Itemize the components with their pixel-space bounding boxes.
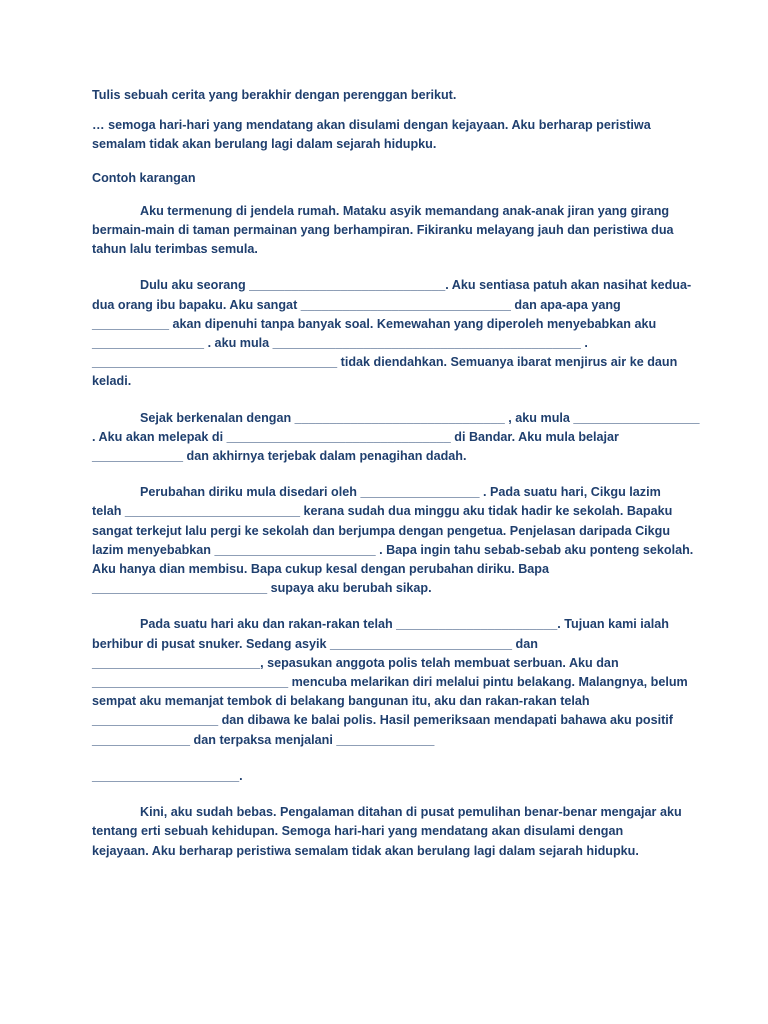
paragraph-line: lazim menyebabkan _______________________ . Bapa ingin tahu sebab-sebab aku ponteng sekolah.	[92, 542, 694, 557]
paragraph-line: tentang erti sebuah kehidupan. Semoga hari-hari yang mendatang akan disulami dengan	[92, 824, 624, 839]
paragraph-line: sempat aku memanjat tembok di belakang bangunan itu, aku dan rakan-rakan telah	[92, 694, 590, 709]
paragraph-line: ________________ . aku mula ____________________________________________ .	[92, 336, 588, 351]
paragraph-line: Sejak berkenalan dengan ______________________________ , aku mula __________________	[140, 410, 700, 425]
paragraph-line: tahun lalu terimbas semula.	[92, 242, 258, 257]
paragraph-line: ________________________, sepasukan anggota polis telah membuat serbuan. Aku dan	[92, 655, 619, 670]
paragraph-line: sangat terkejut lalu pergi ke sekolah dan berjumpa dengan pengetua. Penjelasan daripada Cikgu	[92, 523, 671, 538]
essay-paragraph-2	[92, 276, 692, 391]
paragraph-line: dua orang ibu bapaku. Aku sangat ______________________________ dan apa-apa yang	[92, 297, 621, 312]
essay-paragraph-1	[92, 202, 678, 260]
paragraph-line: Aku termenung di jendela rumah. Mataku asyik memandang anak-anak jiran yang girang	[140, 203, 670, 218]
paragraph-line: berhibur di pusat snuker. Sedang asyik __________________________ dan	[92, 636, 538, 651]
paragraph-line: telah _________________________ kerana sudah dua minggu aku tidak hadir ke sekolah. Bapaku	[92, 504, 673, 519]
paragraph-line: ___________________________________ tidak diendahkan. Semuanya ibarat menjirus air ke daun	[92, 355, 678, 370]
paragraph-line: . Aku akan melepak di ________________________________ di Bandar. Aku mula belajar	[92, 429, 619, 444]
paragraph-line: Pada suatu hari aku dan rakan-rakan telah _______________________. Tujuan kami ialah	[140, 617, 669, 632]
essay-paragraph-4	[92, 483, 694, 598]
essay-paragraph-3	[92, 409, 700, 467]
paragraph-line: keladi.	[92, 374, 132, 389]
paragraph-line: Aku hanya dian membisu. Bapa cukup kesal dengan perubahan diriku. Bapa	[92, 562, 549, 577]
example-heading: Contoh karangan	[92, 170, 196, 185]
essay-blank-line	[92, 767, 678, 786]
paragraph-line: kejayaan. Aku berharap peristiwa semalam tidak akan berulang lagi dalam sejarah hidupku.	[92, 843, 639, 858]
ending-paragraph	[92, 116, 678, 154]
paragraph-line: _________________________ supaya aku berubah sikap.	[92, 581, 432, 596]
paragraph-line: Kini, aku sudah bebas. Pengalaman ditahan di pusat pemulihan benar-benar mengajar aku	[140, 805, 682, 820]
document-page	[92, 86, 700, 861]
essay-paragraph-final	[92, 803, 682, 861]
paragraph-line: ______________ dan terpaksa menjalani ______________	[92, 732, 435, 747]
paragraph-line: Perubahan diriku mula disedari oleh _________________ . Pada suatu hari, Cikgu lazim	[140, 485, 661, 500]
paragraph-line: ____________________________ mencuba melarikan diri melalui pintu belakang. Malangnya, belum	[92, 675, 688, 690]
paragraph-line: ___________ akan dipenuhi tanpa banyak soal. Kemewahan yang diperoleh menyebabkan aku	[92, 316, 657, 331]
instruction-text: Tulis sebuah cerita yang berakhir dengan perenggan berikut.	[92, 88, 457, 102]
paragraph-line: _____________ dan akhirnya terjebak dalam penagihan dadah.	[92, 449, 467, 464]
ending-line: semalam tidak akan berulang lagi dalam sejarah hidupku.	[92, 137, 437, 152]
paragraph-line: bermain-main di taman permainan yang berhampiran. Fikiranku melayang jauh dan peristiwa dua	[92, 223, 674, 238]
ending-line: … semoga hari-hari yang mendatang akan disulami dengan kejayaan. Aku berharap peristiwa	[92, 118, 651, 133]
paragraph-line: Dulu aku seorang ____________________________. Aku sentiasa patuh akan nasihat kedua-	[140, 278, 692, 293]
essay-paragraph-5	[92, 615, 688, 749]
paragraph-line: __________________ dan dibawa ke balai polis. Hasil pemeriksaan mendapati bahawa aku positif	[92, 713, 673, 728]
paragraph-line: _____________________.	[92, 768, 243, 783]
